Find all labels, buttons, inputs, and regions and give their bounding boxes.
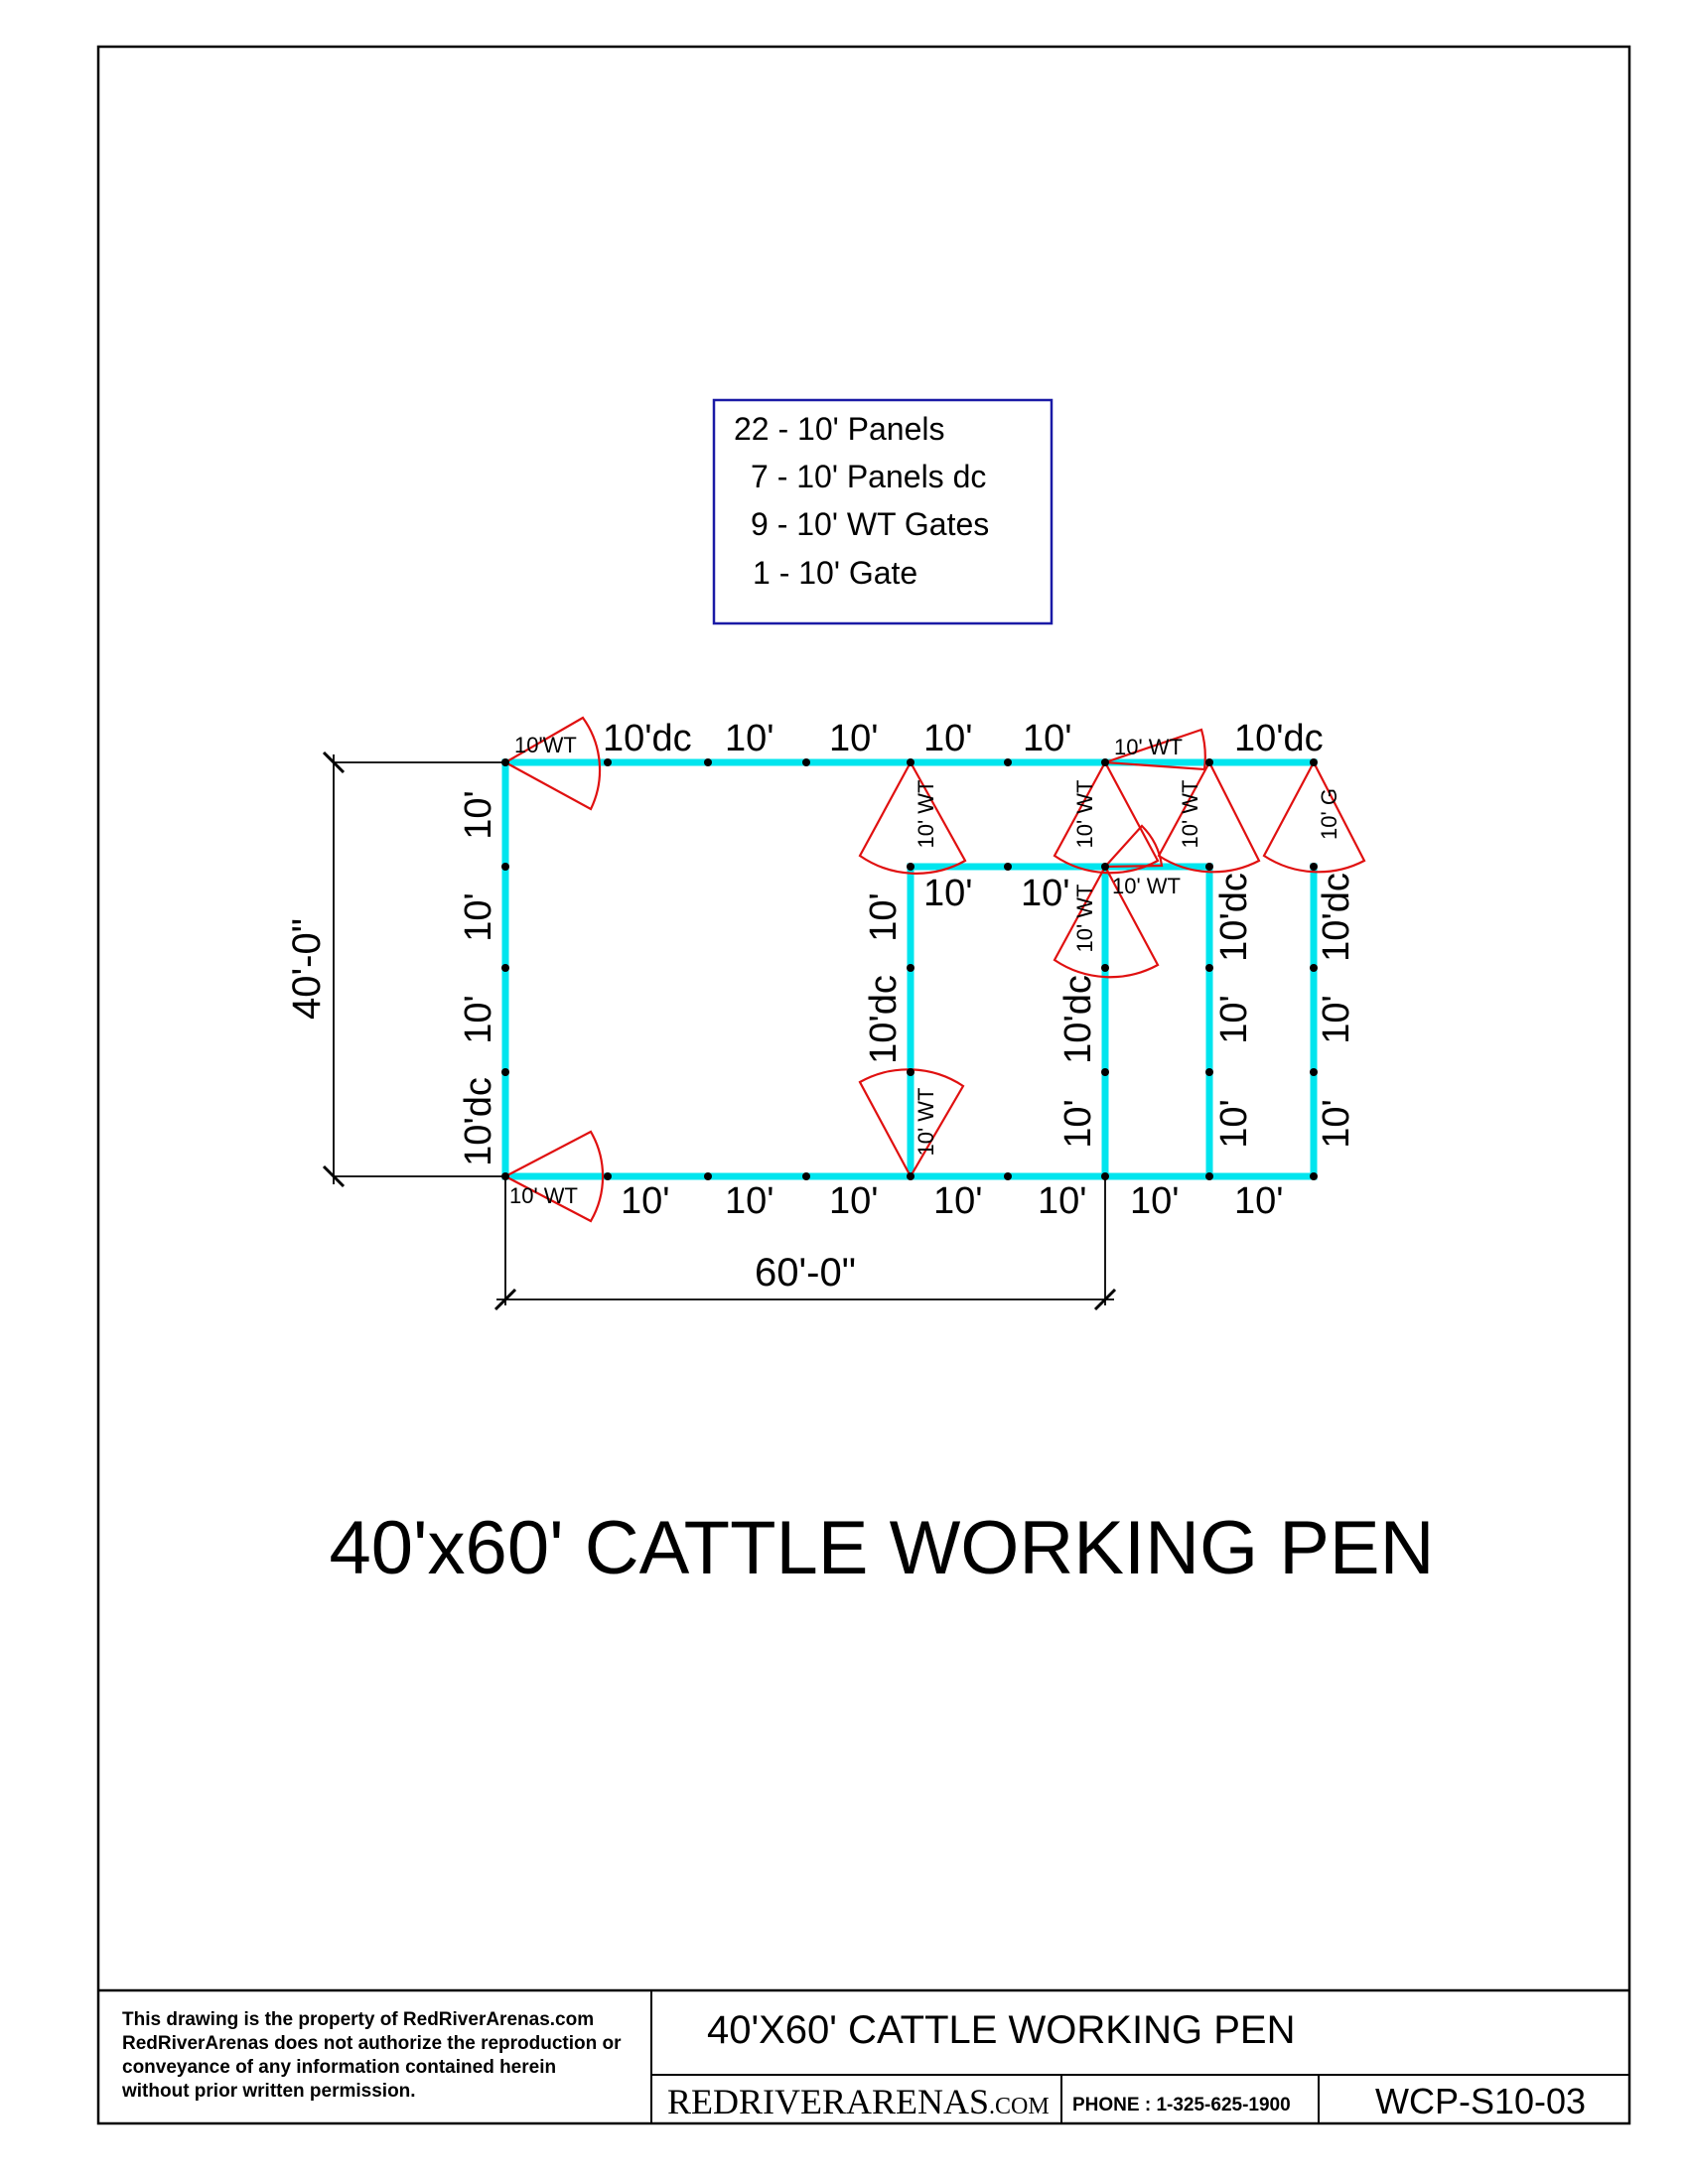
bom-line: 7 - 10' Panels dc [751,459,987,494]
labels-bottom [509,1180,1284,1222]
panel-node [1205,758,1213,766]
panel-label: 10'dc [1316,873,1357,962]
panel-label: 10'dc [1234,718,1324,759]
company-name [667,2082,1050,2121]
panel-node [1101,758,1109,766]
panel-label: 10' [1316,995,1357,1044]
panel-node [604,758,612,766]
panel-label: 10' [1023,718,1072,759]
panel-label: 10' [829,1180,879,1222]
dimension-text: 40'-0" [285,918,329,1020]
panel-node [1004,1172,1012,1180]
panel-node [1101,964,1109,972]
panel-node [907,964,914,972]
title-block-title: 40'X60' CATTLE WORKING PEN [707,2008,1296,2052]
labels-col1 [863,892,905,1064]
gate-label: 10' WT [1112,874,1181,898]
labels-left [458,790,499,1166]
panel-node [1101,863,1109,871]
drawing-number: WCP-S10-03 [1375,2081,1587,2121]
labels-col2 [1057,780,1099,1149]
panel-node [907,758,914,766]
panel-label: 10' [829,718,879,759]
labels-col3 [1178,780,1255,1149]
panel-node [604,1172,612,1180]
labels-top [514,718,1324,759]
panel-label: 10' [863,892,905,942]
panel-node [802,758,810,766]
panel-label: 10' [725,1180,774,1222]
phone-number: PHONE : 1-325-625-1900 [1072,2095,1291,2116]
gate-swing-col3 [1159,762,1259,872]
sheet-border [98,47,1629,2123]
gate-label: 10' WT [1072,884,1097,953]
gate-swing-col2-mid [1105,826,1162,867]
panel-node [1004,758,1012,766]
ownership-notice-line: conveyance of any information contained herein [122,2057,557,2078]
ownership-notice-line: This drawing is the property of RedRiverArenas.com [122,2009,595,2030]
panel-label: 10'dc [603,718,692,759]
panel-label: 10' [458,892,499,942]
panel-node [1004,863,1012,871]
gate-swing-inner-top [860,762,965,874]
panel-label: 10'dc [863,975,905,1064]
panel-node [1205,1068,1213,1076]
panel-node [907,1068,914,1076]
pen-plan [458,718,1364,1222]
panel-label: 10' [1213,1099,1255,1149]
panel-label: 10' [933,1180,983,1222]
bom-line: 9 - 10' WT Gates [751,506,990,542]
panel-node [1310,1068,1318,1076]
dimension-text: 60'-0" [755,1251,856,1295]
panel-node [1205,863,1213,871]
panel-label: 10' [1038,1180,1087,1222]
panel-node [1310,758,1318,766]
panel-node [907,863,914,871]
panel-label: 10' [1130,1180,1180,1222]
panel-label: 10'dc [1213,873,1255,962]
panel-node [501,964,509,972]
gate-label: 10' WT [1072,779,1097,849]
ownership-notice-line: RedRiverArenas does not authorize the reproduction or [122,2033,622,2054]
panel-node [1101,1068,1109,1076]
bom-line: 1 - 10' Gate [753,555,918,591]
panel-label: 10' [725,718,774,759]
gate-label: 10' WT [509,1183,578,1208]
panel-label: 10' [923,718,973,759]
panel-label: 10' [1234,1180,1284,1222]
panel-node [501,1068,509,1076]
gate-label: 10' WT [1114,735,1183,759]
panel-node [501,863,509,871]
gate-swing-col1-top [1055,762,1158,873]
company-name-main: REDRIVERARENAS [667,2082,990,2121]
panel-label: 10' [458,995,499,1044]
bom-line: 22 - 10' Panels [734,411,945,447]
panel-node [907,1172,914,1180]
company-name-suffix: .COM [989,2094,1050,2119]
panel-node [1310,964,1318,972]
panel-label: 10' [621,1180,670,1222]
bill-of-materials [714,400,1052,623]
panel-node [802,1172,810,1180]
gate-label: 10' WT [914,1087,938,1157]
ownership-notice-line: without prior written permission. [122,2081,416,2102]
panel-node [1310,1172,1318,1180]
panel-node [1310,863,1318,871]
gate-label: 10' G [1317,788,1341,840]
panel-node [1205,964,1213,972]
panel-label: 10' [923,873,973,914]
panel-label: 10' [1021,873,1070,914]
panel-label: 10' [1057,1099,1099,1149]
panel-label: 10' [1213,995,1255,1044]
panel-label: 10'dc [1057,975,1099,1064]
gate-label: 10'WT [514,733,577,757]
dimension-width [495,1176,1115,1309]
panel-label: 10' [458,790,499,840]
panel-node [1205,1172,1213,1180]
panel-node [704,1172,712,1180]
labels-col4 [1316,788,1357,1149]
drawing-title: 40'x60' CATTLE WORKING PEN [329,1506,1435,1590]
panel-node [704,758,712,766]
gate-label: 10' WT [1178,779,1202,849]
gate-label: 10' WT [914,779,938,849]
labels-inner [914,780,1181,1157]
gate-swing-col4 [1264,762,1364,872]
title-block [98,1990,1629,2123]
panel-label: 10' [1316,1099,1357,1149]
panel-label: 10'dc [458,1077,499,1166]
